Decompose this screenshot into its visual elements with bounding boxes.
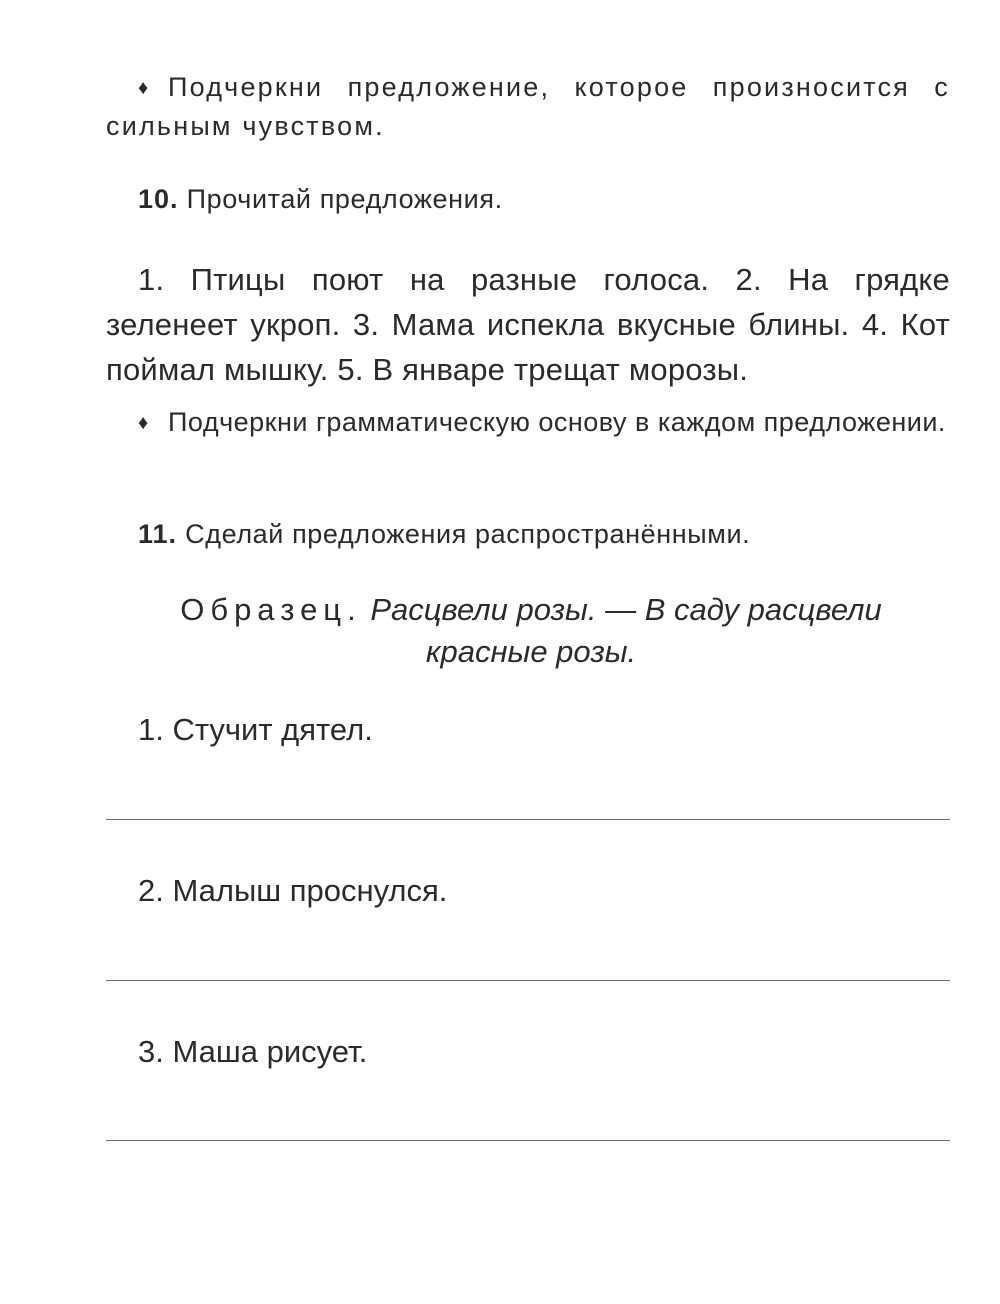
task-10-instruction — [106, 403, 950, 442]
task-title: Сделай предложения распространёнными. — [185, 519, 751, 549]
instruction-text: Подчеркни предложение, которое произносится с сильным чувством. — [106, 72, 950, 141]
task-10-sentences: 1. Птицы поют на разные голоса. 2. На грядке зеленеет укроп. 3. Мама испекла вкусные блины. 4. Кот поймал мышку. 5. В январе трещат морозы. — [106, 262, 950, 387]
exercise-item-1: 1. Стучит дятел. — [138, 712, 373, 747]
answer-line-2[interactable] — [106, 980, 950, 981]
task-number: 10. — [138, 184, 179, 214]
answer-line-3[interactable] — [106, 1140, 950, 1141]
task-11-heading — [106, 515, 950, 553]
answer-line-1[interactable] — [106, 819, 950, 820]
exercise-item-2: 2. Малыш проснулся. — [138, 873, 448, 908]
instruction-strong-feeling — [106, 68, 950, 145]
task-10-heading — [106, 180, 950, 218]
diamond-bullet-icon: ♦ — [138, 77, 151, 99]
sample-text: Расцвели розы. — В саду расцвели красные розы. — [370, 592, 882, 669]
instruction-text: Подчеркни грамматическую основу в каждом предложении. — [168, 407, 946, 437]
diamond-bullet-icon: ♦ — [138, 412, 149, 434]
task-number: 11. — [138, 519, 178, 549]
exercise-item-3: 3. Маша рисует. — [138, 1034, 368, 1069]
sample-block — [126, 589, 936, 673]
task-title: Прочитай предложения. — [186, 184, 503, 214]
sample-label: Образец. — [180, 592, 362, 627]
